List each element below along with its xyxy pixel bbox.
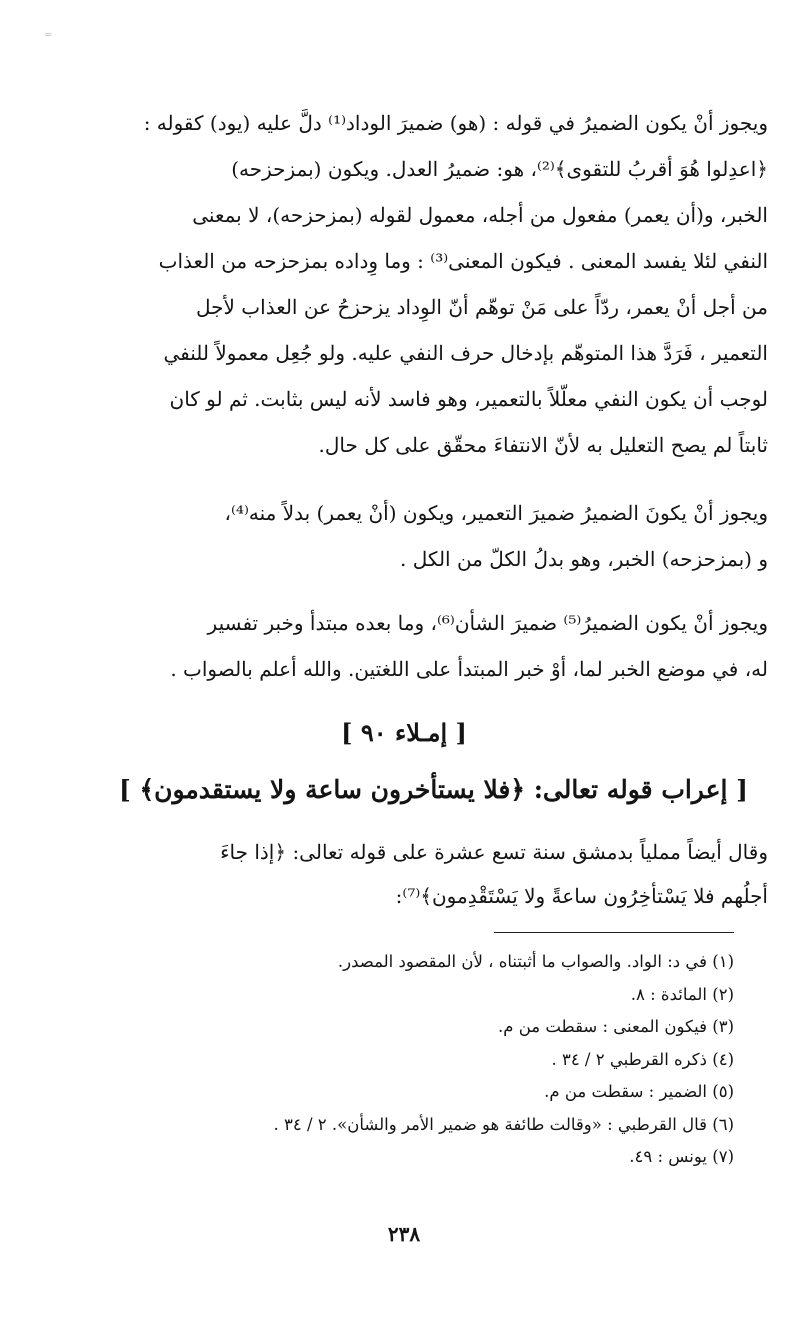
footnotes: [74, 946, 734, 1174]
paragraph-3: [40, 600, 768, 692]
paragraph-line: أجلُهم فلا يَسْتأخِرُون ساعةً ولا يَسْتَقْدِمون﴾⁽⁷⁾:: [395, 884, 768, 908]
paragraph-4: [40, 830, 768, 918]
imla-heading: [ إمـلاء ٩٠ ]: [341, 718, 467, 747]
paragraph-line: الخبر، و(أن يعمر) مفعول من أجله، معمول لقوله (بمزحزحه)، لا بمعنى: [192, 203, 768, 227]
footnote: (٤) ذكره القرطبي ٢ / ٣٤ .: [551, 1049, 734, 1069]
page-number: ٢٣٨: [387, 1222, 421, 1246]
paragraph-1: [40, 100, 768, 468]
paragraph-line: ويجوز أنْ يكون الضميرُ⁽⁵⁾ ضميرَ الشأن⁽⁶⁾، وما بعده مبتدأ وخبر تفسير: [207, 611, 768, 635]
footnote: (٥) الضمير : سقطت من م.: [544, 1082, 734, 1101]
paragraph-line: من أجل أنْ يعمر، ردّاً على مَنْ توهّم أنّ الوِداد يزحزحُ عن العذاب لأجل: [196, 295, 768, 319]
paragraph-line: ويجوز أنْ يكون الضميرُ في قوله : (هو) ضميرَ الوداد⁽¹⁾ دلَّ عليه (يود) كقوله :: [143, 111, 768, 135]
paragraph-2: [40, 490, 768, 582]
footnote: (٧) يونس : ٤٩.: [629, 1147, 734, 1166]
footnote: (٦) قال القرطبي : «وقالت طائفة هو ضمير الأمر والشأن». ٢ / ٣٤ .: [273, 1114, 734, 1134]
paragraph-line: التعمير ، فَرَدَّ هذا المتوهّم بإدخال حرف النفي عليه. ولو جُعِل معمولاً للنفي: [163, 341, 768, 365]
section-subheading: [ إعراب قوله تعالى: ﴿فلا يستأخرون ساعة ولا يستقدمون﴾ ]: [118, 775, 748, 804]
footnote: (٢) المائدة : ٨.: [630, 984, 734, 1004]
footnote-divider: [494, 932, 734, 933]
footnote: (٣) فيكون المعنى : سقطت من م.: [497, 1017, 734, 1036]
footnote: (١) في د: الواد. والصواب ما أثبتناه ، لأن المقصود المصدر.: [337, 952, 734, 971]
paragraph-line: لوجب أن يكون النفي معلّلاً بالتعمير، وهو فاسد لأنه ليس بثابت. ثم لو كان: [169, 387, 768, 411]
paragraph-line: ويجوز أنْ يكونَ الضميرُ ضميرَ التعمير، ويكون (أنْ يعمر) بدلاً منه⁽⁴⁾،: [224, 501, 768, 525]
corner-mark: =: [44, 30, 53, 41]
paragraph-line: النفي لئلا يفسد المعنى . فيكون المعنى⁽³⁾ : وما وِداده بمزحزحه من العذاب: [158, 249, 768, 273]
paragraph-line: ثابتاً لم يصح التعليل به لأنّ الانتفاءَ محقّق على كل حال.: [318, 433, 768, 457]
paragraph-line: و (بمزحزحه) الخبر، وهو بدلُ الكلّ من الكل .: [400, 547, 768, 571]
paragraph-line: له، في موضع الخبر لما، أوْ خبر المبتدأ على اللغتين. والله أعلم بالصواب .: [170, 657, 768, 681]
paragraph-line: وقال أيضاً مملياً بدمشق سنة تسع عشرة على قوله تعالى: ﴿إذا جاءَ: [220, 840, 768, 864]
paragraph-line: ﴿اعدِلوا هُوَ أقربُ للتقوى﴾⁽²⁾، هو: ضميرُ العدل. ويكون (بمزحزحه): [231, 157, 768, 181]
